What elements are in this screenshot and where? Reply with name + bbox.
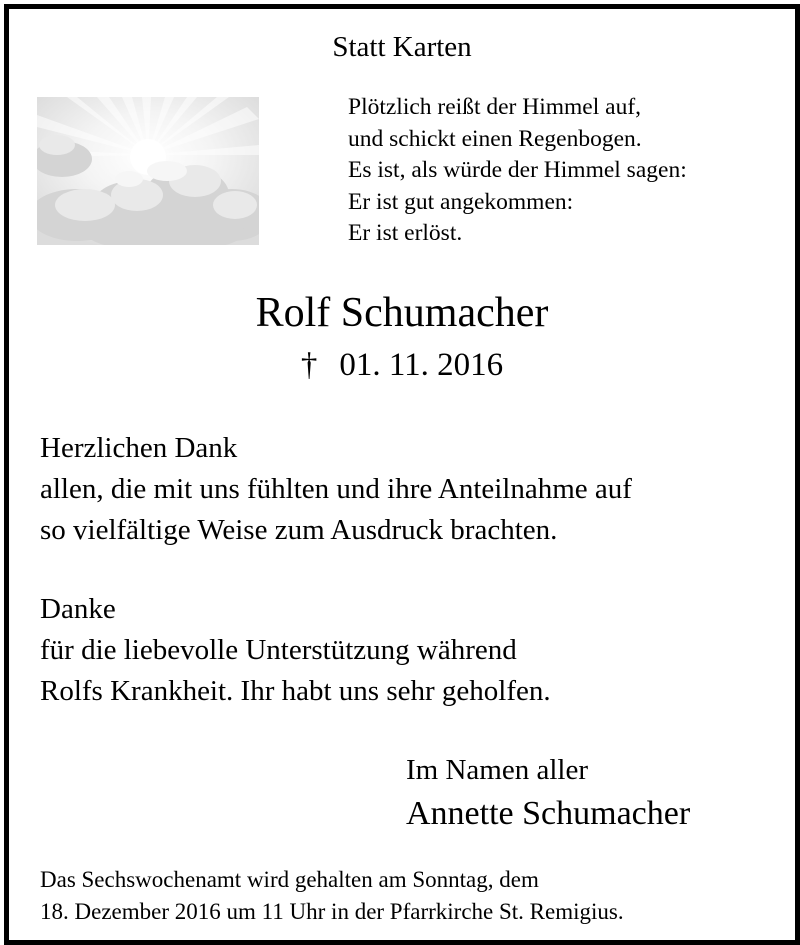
thanks-paragraph-2 — [40, 589, 551, 712]
thanks-line: Rolfs Krankheit. Ihr habt uns sehr geholfen. — [40, 675, 551, 707]
clouds-sunbeams-image — [37, 97, 259, 245]
death-line — [9, 347, 795, 384]
thanks-line: so vielfältige Weise zum Ausdruck brachten. — [40, 514, 558, 546]
thanks-line: für die liebevolle Unterstützung während — [40, 634, 517, 666]
header-title: Statt Karten — [332, 31, 472, 63]
thanks-line: Danke — [40, 593, 116, 625]
death-date: 01. 11. 2016 — [339, 347, 504, 383]
poem-line: Er ist erlöst. — [348, 220, 463, 246]
deceased-name: Rolf Schumacher — [255, 290, 549, 336]
thanks-line: Herzlichen Dank — [40, 432, 238, 464]
poem — [348, 92, 687, 250]
signature-name: Annette Schumacher — [406, 795, 691, 832]
footer-line: Das Sechswochenamt wird gehalten am Sonntag, dem — [40, 867, 539, 892]
signature-intro: Im Namen aller — [406, 754, 588, 786]
poem-line: Er ist gut angekommen: — [348, 188, 574, 215]
poem-line: Plötzlich reißt der Himmel auf, — [348, 94, 642, 120]
footer-line: 18. Dezember 2016 um 11 Uhr in der Pfarrkirche St. Remigius. — [40, 898, 624, 924]
footer-note — [40, 864, 624, 927]
poem-line: Es ist, als würde der Himmel sagen: — [348, 157, 687, 183]
thanks-paragraph-1 — [40, 428, 632, 551]
dagger-icon: † — [300, 347, 318, 383]
thanks-line: allen, die mit uns fühlten und ihre Anteilnahme auf — [40, 473, 632, 505]
poem-line: und schickt einen Regenbogen. — [348, 125, 642, 152]
notice-frame — [4, 4, 800, 945]
